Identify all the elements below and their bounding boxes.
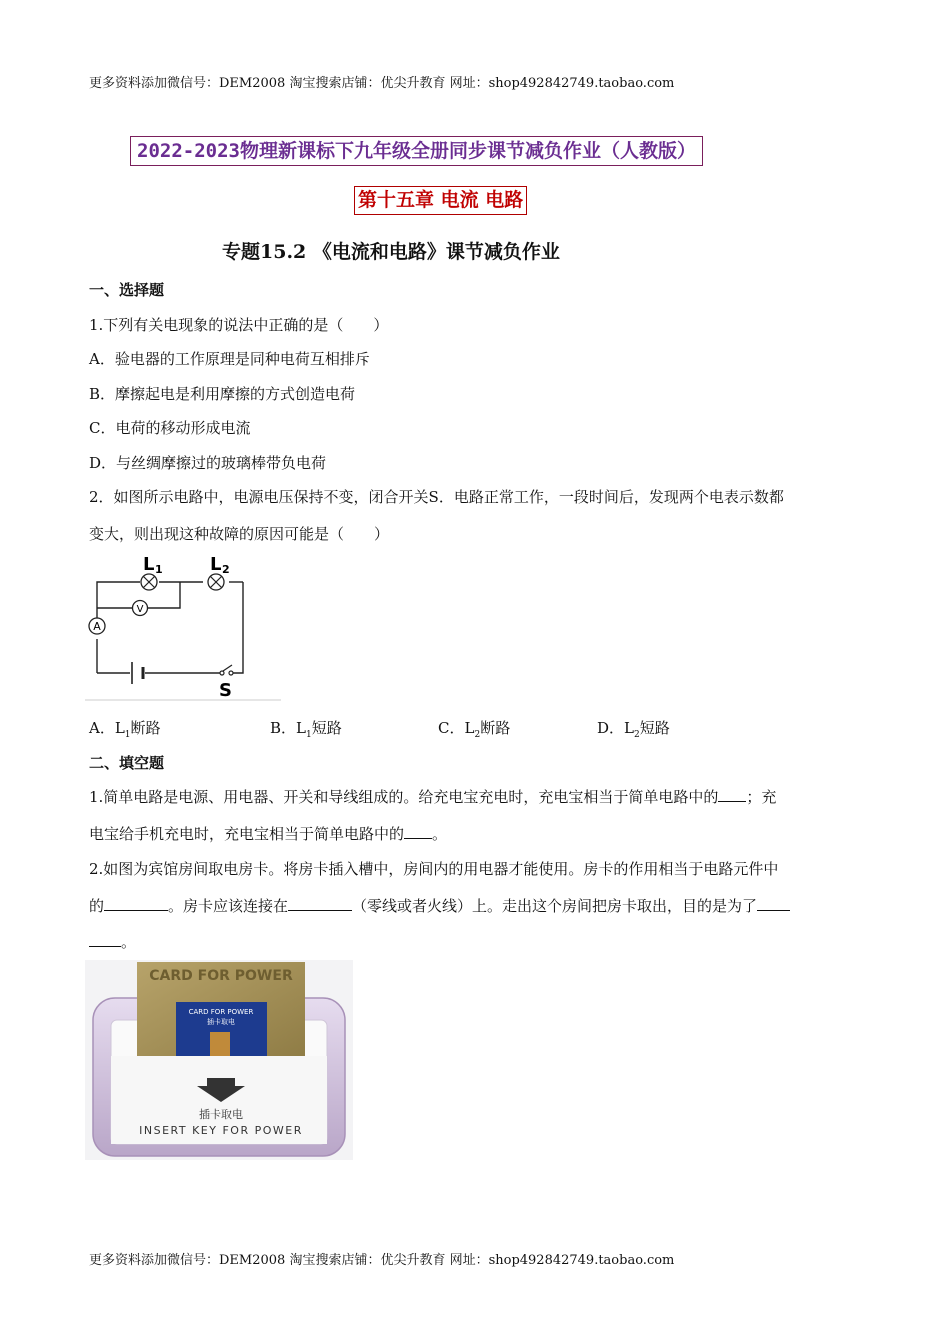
question-2-option-a: A．$L_1$断路 xyxy=(89,719,161,740)
page-footer: 更多资料添加微信号：DEM2008 淘宝搜索店铺：优尖升教育 网址：shop492842749.taobao.com xyxy=(89,1253,675,1268)
answer-blank[interactable] xyxy=(89,931,121,947)
section-heading-fill: 二、填空题 xyxy=(89,754,165,772)
answer-blank[interactable] xyxy=(104,895,168,911)
ammeter-label: A xyxy=(93,620,101,633)
label-l2: L xyxy=(210,554,222,575)
topic-title: 专题15.2 《电流和电路》课节减负作业 xyxy=(222,241,560,263)
question-2-option-d: D．$L_2$短路 xyxy=(597,719,670,740)
question-1-option-c: C．电荷的移动形成电流 xyxy=(89,419,251,437)
document-title: 2022-2023物理新课标下九年级全册同步课节减负作业（人教版） xyxy=(130,136,703,166)
slot-english-label: INSERT KEY FOR POWER xyxy=(139,1124,303,1137)
label-l2-subscript: 2 xyxy=(222,563,230,576)
section-heading-choice: 一、选择题 xyxy=(89,281,165,299)
question-2-stem-line1: 2．如图所示电路中，电源电压保持不变，闭合开关S．电路正常工作，一段时间后，发现两个电表示数都 xyxy=(89,488,784,506)
label-switch: S xyxy=(219,680,232,701)
fill-question-2-line1: 2.如图为宾馆房间取电房卡。将房卡插入槽中，房间内的用电器才能使用。房卡的作用相当于电路元件中 xyxy=(89,860,779,878)
page-header: 更多资料添加微信号：DEM2008 淘宝搜索店铺：优尖升教育 网址：shop492842749.taobao.com xyxy=(89,76,675,91)
fill-question-2-line3: 。 xyxy=(89,931,136,952)
answer-blank[interactable] xyxy=(288,895,352,911)
lamp-l1 xyxy=(141,574,157,590)
question-1-option-d: D．与丝绸摩擦过的玻璃棒带负电荷 xyxy=(89,454,327,472)
answer-blank[interactable] xyxy=(757,895,790,911)
voltmeter-label: V xyxy=(136,604,144,615)
question-1-option-a: A．验电器的工作原理是同种电荷互相排斥 xyxy=(89,350,370,368)
question-2-option-c: C．$L_2$断路 xyxy=(438,719,511,740)
fill-question-2-line2: 的 。房卡应该连接在 （零线或者火线）上。走出这个房间把房卡取出，目的是为了 xyxy=(89,895,790,916)
fill-question-1-line1: 1.简单电路是电源、用电器、开关和导线组成的。给充电宝充电时，充电宝相当于简单电路中的 ；充 xyxy=(89,788,777,806)
card-top-text: CARD FOR POWER xyxy=(149,968,293,984)
question-1-stem: 1.下列有关电现象的说法中正确的是（ ） xyxy=(89,316,389,334)
label-l1-subscript: 1 xyxy=(155,563,163,576)
fill-question-1-line2: 电宝给手机充电时，充电宝相当于简单电路中的 。 xyxy=(89,825,448,843)
answer-blank[interactable] xyxy=(404,823,432,839)
lamp-l2 xyxy=(208,574,224,590)
answer-blank[interactable] xyxy=(718,786,746,802)
chapter-title: 第十五章 电流 电路 xyxy=(354,186,527,215)
question-2-stem-line2: 变大，则出现这种故障的原因可能是（ ） xyxy=(89,525,390,543)
card-chinese-label: 插卡取电 xyxy=(207,1018,235,1026)
label-l1: L xyxy=(143,554,155,575)
slot-chinese-label: 插卡取电 xyxy=(199,1108,243,1121)
question-1-option-b: B．摩擦起电是利用摩擦的方式创造电荷 xyxy=(89,385,356,403)
circuit-diagram xyxy=(85,552,285,702)
card-label: CARD FOR POWER xyxy=(188,1008,254,1016)
question-2-option-b: B．$L_1$短路 xyxy=(270,719,342,740)
keycard-photo xyxy=(85,960,353,1160)
